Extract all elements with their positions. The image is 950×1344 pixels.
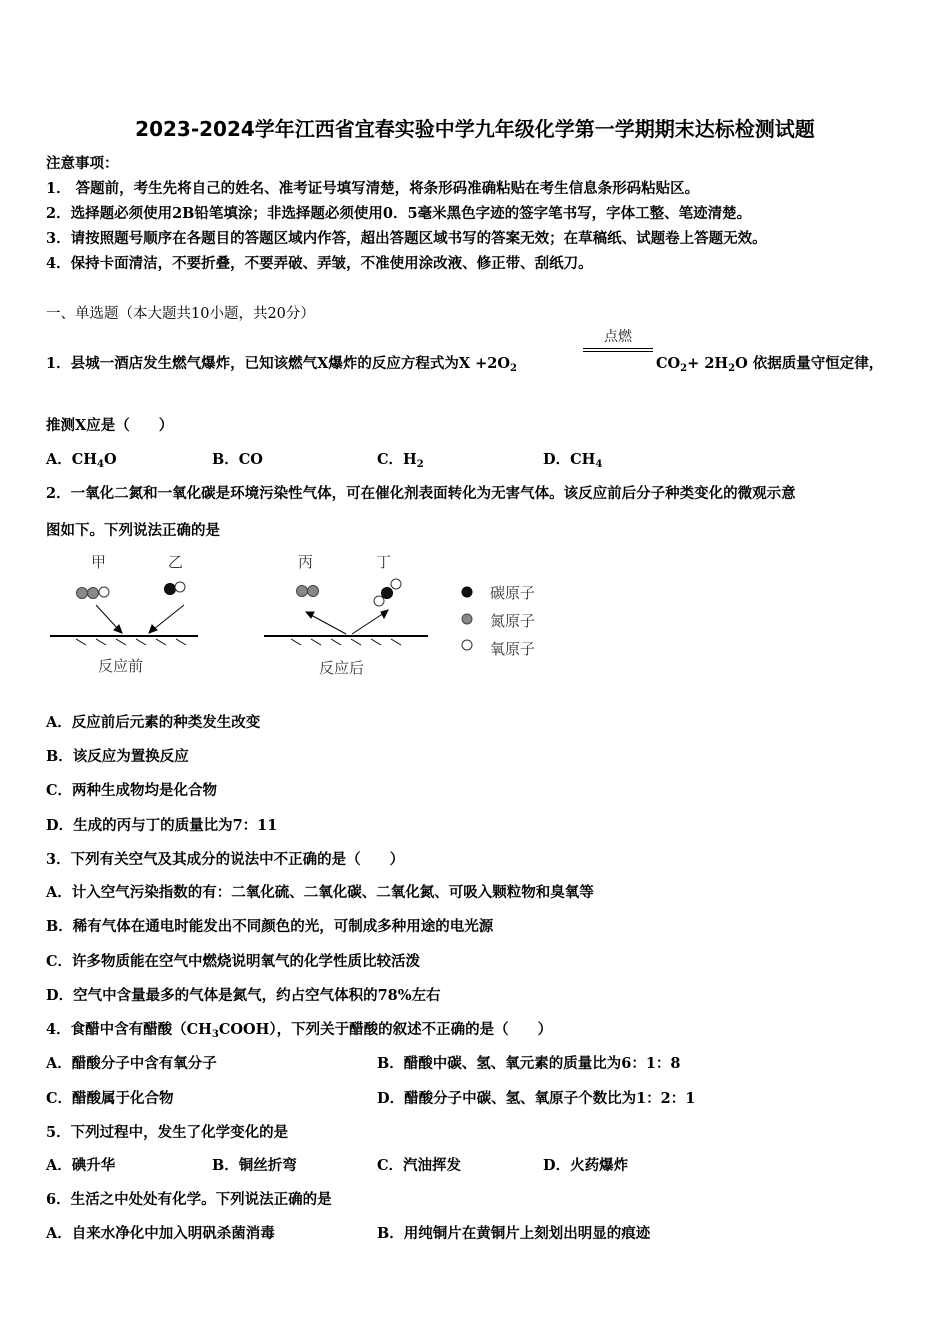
q2-option-a: A．反应前后元素的种类发生改变 bbox=[46, 714, 261, 731]
q2-stem-end: 图如下。下列说法正确的是 bbox=[46, 522, 220, 539]
q1-stem-end: 推测X应是（ ） bbox=[46, 417, 174, 434]
q1-h2o: + 2H bbox=[687, 355, 729, 372]
label-bing: 丙 bbox=[298, 553, 314, 571]
catalyst-surface-after bbox=[264, 636, 428, 645]
section-heading: 一、单选题（本大题共10小题，共20分） bbox=[46, 306, 315, 322]
q2-option-d: D．生成的丙与丁的质量比为7：11 bbox=[46, 817, 278, 834]
option-label: A．CH bbox=[46, 451, 97, 468]
legend-carbon: 碳原子 bbox=[490, 584, 536, 602]
q1-products bbox=[656, 352, 883, 374]
q4-text-a: 4．食醋中含有醋酸（CH bbox=[46, 1021, 212, 1038]
q4-option-b: B．醋酸中碳、氢、氧元素的质量比为6：1：8 bbox=[377, 1055, 681, 1072]
notice-item-2: 2．选择题必须使用2B铅笔填涂；非选择题必须使用0．5毫米黑色字迹的签字笔书写，字体工整、笔迹清楚。 bbox=[46, 205, 752, 222]
option-label: D．CH bbox=[543, 451, 596, 468]
q5-stem: 5．下列过程中，发生了化学变化的是 bbox=[46, 1124, 289, 1141]
option-tail: O bbox=[103, 451, 117, 468]
q3-option-a: A．计入空气污染指数的有：二氧化硫、二氧化碳、二氧化氮、可吸入颗粒物和臭氧等 bbox=[46, 884, 594, 901]
label-after: 反应后 bbox=[319, 659, 365, 677]
option-subscript: 2 bbox=[416, 459, 424, 470]
option-subscript: 4 bbox=[97, 459, 104, 470]
catalyst-surface-before bbox=[50, 636, 198, 645]
q6-option-b: B．用纯铜片在黄铜片上刻划出明显的痕迹 bbox=[377, 1225, 651, 1242]
ignite-condition: 点燃 bbox=[604, 329, 632, 345]
oxygen-legend-icon bbox=[462, 640, 472, 650]
q6-option-a: A．自来水净化中加入明矾杀菌消毒 bbox=[46, 1225, 275, 1242]
q1-option-a bbox=[46, 448, 117, 470]
legend-nitrogen: 氮原子 bbox=[490, 612, 536, 630]
notice-item-3: 3．请按照题号顺序在各题目的答题区域内作答，超出答题区域书写的答案无效；在草稿纸、试题卷上答题无效。 bbox=[46, 230, 767, 247]
notice-heading: 注意事项： bbox=[46, 155, 119, 172]
q2-option-b: B．该反应为置换反应 bbox=[46, 748, 189, 765]
label-ding: 丁 bbox=[376, 553, 392, 571]
molecule-bing bbox=[297, 586, 319, 597]
arrows-before bbox=[96, 605, 184, 633]
q3-option-d: D．空气中含量最多的气体是氮气，约占空气体积的78%左右 bbox=[46, 987, 441, 1004]
legend bbox=[462, 584, 535, 658]
nitrogen-legend-icon bbox=[462, 614, 472, 624]
notice-item-1: 1． 答题前，考生先将自己的姓名、准考证号填写清楚，将条形码准确粘贴在考生信息条形码粘贴区。 bbox=[46, 180, 700, 197]
q1-text-a: 1．县城一酒店发生燃气爆炸，已知该燃气X爆炸的反应方程式为X +2O bbox=[46, 355, 511, 372]
q1-h2o-subscript: 2 bbox=[728, 363, 736, 374]
label-yi: 乙 bbox=[168, 553, 184, 571]
q5-option-d: D．火药爆炸 bbox=[543, 1157, 629, 1174]
molecule-jia bbox=[77, 587, 110, 599]
equals-sign bbox=[583, 348, 653, 352]
q5-option-b: B．铜丝折弯 bbox=[212, 1157, 297, 1174]
q1-stem bbox=[46, 352, 517, 374]
option-subscript: 4 bbox=[595, 459, 603, 470]
notice-item-4: 4．保持卡面清洁，不要折叠，不要弄破、弄皱，不准使用涂改液、修正带、刮纸刀。 bbox=[46, 255, 593, 272]
molecule-ding bbox=[374, 579, 401, 606]
q4-option-a: A．醋酸分子中含有氧分子 bbox=[46, 1055, 217, 1072]
q1-option-d bbox=[543, 448, 602, 470]
q1-option-c bbox=[377, 448, 424, 470]
q2-option-c: C．两种生成物均是化合物 bbox=[46, 782, 218, 799]
q3-option-b: B．稀有气体在通电时能发出不同颜色的光，可制成多种用途的电光源 bbox=[46, 918, 494, 935]
q4-option-c: C．醋酸属于化合物 bbox=[46, 1090, 174, 1107]
molecule-yi bbox=[165, 582, 186, 595]
q3-option-c: C．许多物质能在空气中燃烧说明氧气的化学性质比较活泼 bbox=[46, 953, 421, 970]
q1-text-b: O 依据质量守恒定律， bbox=[735, 355, 884, 372]
molecule-diagram bbox=[46, 545, 566, 685]
q4-option-d: D．醋酸分子中碳、氢、氧原子个数比为1：2：1 bbox=[377, 1090, 696, 1107]
reaction-condition bbox=[583, 326, 653, 352]
option-label: C．H bbox=[377, 451, 417, 468]
q4-stem bbox=[46, 1018, 552, 1040]
arrows-after bbox=[306, 610, 388, 634]
label-jia: 甲 bbox=[91, 553, 107, 571]
q4-subscript: 3 bbox=[211, 1029, 219, 1040]
q5-option-c: C．汽油挥发 bbox=[377, 1157, 462, 1174]
option-label: B．CO bbox=[212, 451, 263, 468]
q6-stem: 6．生活之中处处有化学。下列说法正确的是 bbox=[46, 1191, 332, 1208]
q5-option-a: A．碘升华 bbox=[46, 1157, 116, 1174]
label-before: 反应前 bbox=[98, 657, 144, 675]
q1-co2: CO bbox=[656, 355, 681, 372]
legend-oxygen: 氧原子 bbox=[490, 640, 536, 658]
q2-stem: 2．一氧化二氮和一氧化碳是环境污染性气体，可在催化剂表面转化为无害气体。该反应前后分子种类变化的微观示意 bbox=[46, 485, 796, 502]
page-title: 2023-2024学年江西省宜春实验中学九年级化学第一学期期末达标检测试题 bbox=[135, 117, 815, 141]
q3-stem: 3．下列有关空气及其成分的说法中不正确的是（ ） bbox=[46, 851, 405, 868]
q4-text-b: COOH），下列关于醋酸的叙述不正确的是（ ） bbox=[218, 1021, 553, 1038]
q1-o2-subscript: 2 bbox=[510, 363, 517, 374]
q1-option-b bbox=[212, 448, 263, 469]
carbon-legend-icon bbox=[462, 587, 472, 597]
q1-co2-subscript: 2 bbox=[680, 363, 688, 374]
